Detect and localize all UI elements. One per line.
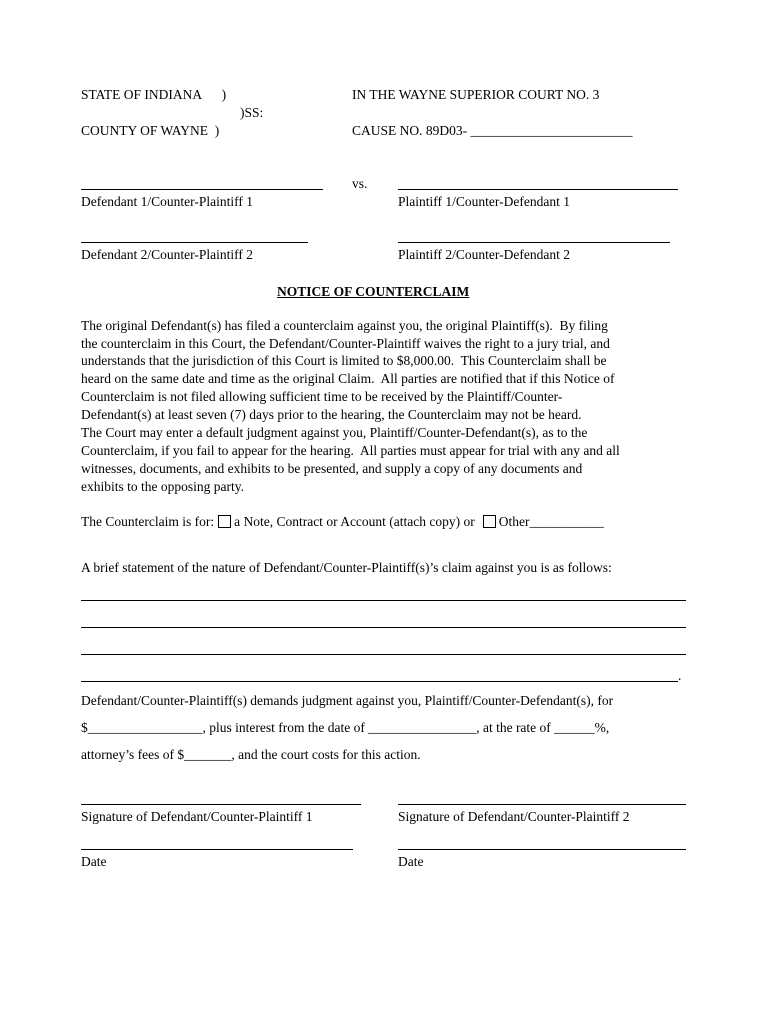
defendant1-name-field[interactable] — [81, 189, 323, 190]
other-checkbox[interactable] — [483, 515, 496, 528]
paragraph-line: witnesses, documents, and exhibits to be presented, and supply a copy of any documents and — [81, 461, 583, 476]
paragraph-line: heard on the same date and time as the original Claim. All parties are notified that if this Notice of — [81, 371, 615, 386]
plaintiff2-label: Plaintiff 2/Counter-Defendant 2 — [398, 247, 570, 262]
plaintiff2-name-field[interactable] — [398, 242, 670, 243]
paragraph-line: The original Defendant(s) has filed a counterclaim against you, the original Plaintiff(s). By filing — [81, 318, 608, 333]
paragraph-line: exhibits to the opposing party. — [81, 479, 244, 494]
statement-period: . — [678, 668, 682, 683]
brief-statement-label: A brief statement of the nature of Defendant/Counter-Plaintiff(s)’s claim against you is as follows: — [81, 560, 612, 575]
paragraph-line: Counterclaim is not filed allowing sufficient time to be received by the Plaintiff/Counter- — [81, 389, 563, 404]
attorney-fees-line[interactable]: attorney’s fees of $_______, and the court costs for this action. — [81, 747, 421, 762]
vs-text: vs. — [352, 176, 368, 191]
date2-label: Date — [398, 854, 424, 869]
signature2-label: Signature of Defendant/Counter-Plaintiff 2 — [398, 809, 630, 824]
defendant2-label: Defendant 2/Counter-Plaintiff 2 — [81, 247, 253, 262]
ss-line: )SS: — [240, 105, 264, 120]
note-contract-checkbox[interactable] — [218, 515, 231, 528]
statement-line[interactable] — [81, 627, 686, 628]
note-contract-label: a Note, Contract or Account (attach copy) or — [234, 514, 475, 529]
paragraph-line: understands that the jurisdiction of this Court is limited to $8,000.00. This Counterclaim shall be — [81, 353, 607, 368]
date2-field[interactable] — [398, 849, 686, 850]
date1-label: Date — [81, 854, 107, 869]
date1-field[interactable] — [81, 849, 353, 850]
other-label[interactable]: Other___________ — [498, 514, 604, 529]
court-line: IN THE WAYNE SUPERIOR COURT NO. 3 — [352, 87, 600, 102]
document-title: NOTICE OF COUNTERCLAIM — [277, 284, 470, 299]
plaintiff1-name-field[interactable] — [398, 189, 678, 190]
paragraph-line: The Court may enter a default judgment against you, Plaintiff/Counter-Defendant(s), as to the — [81, 425, 588, 440]
paragraph-line: the counterclaim in this Court, the Defendant/Counter-Plaintiff waives the right to a jury trial, and — [81, 336, 610, 351]
cause-number-field[interactable]: CAUSE NO. 89D03- ________________________ — [352, 123, 633, 138]
statement-line[interactable] — [81, 600, 686, 601]
plaintiff1-label: Plaintiff 1/Counter-Defendant 1 — [398, 194, 570, 209]
defendant2-name-field[interactable] — [81, 242, 308, 243]
paragraph-line: Defendant(s) at least seven (7) days prior to the hearing, the Counterclaim may not be heard. — [81, 407, 582, 422]
counterclaim-for-label: The Counterclaim is for: — [81, 514, 215, 529]
county-line: COUNTY OF WAYNE ) — [81, 123, 220, 138]
statement-line[interactable] — [81, 681, 678, 682]
signature2-field[interactable] — [398, 804, 686, 805]
demand-line: Defendant/Counter-Plaintiff(s) demands judgment against you, Plaintiff/Counter-Defendant(s), for — [81, 693, 614, 708]
demand-amount-line[interactable]: $_________________, plus interest from the date of ________________, at the rate of ______%, — [81, 720, 610, 735]
state-line: STATE OF INDIANA ) — [81, 87, 227, 102]
counterclaim-type-row — [81, 513, 604, 531]
paragraph-line: Counterclaim, if you fail to appear for the hearing. All parties must appear for trial with any and all — [81, 443, 620, 458]
signature1-field[interactable] — [81, 804, 361, 805]
defendant1-label: Defendant 1/Counter-Plaintiff 1 — [81, 194, 253, 209]
statement-line[interactable] — [81, 654, 686, 655]
signature1-label: Signature of Defendant/Counter-Plaintiff 1 — [81, 809, 313, 824]
